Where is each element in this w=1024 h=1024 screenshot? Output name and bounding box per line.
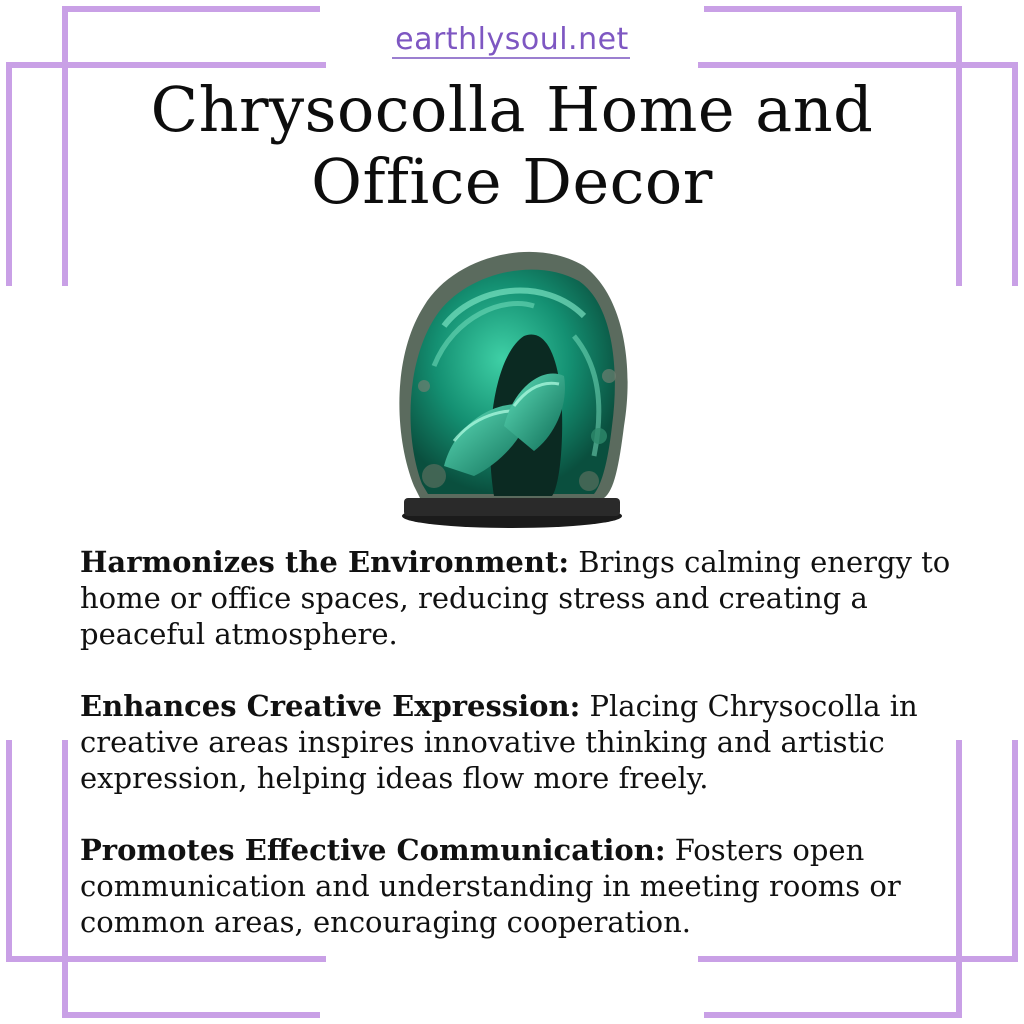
page-title <box>62 74 962 218</box>
item-text: Placing Chrysocolla in creative areas inspires innovative thinking and artistic expression, helping ideas flow more freely. <box>80 689 918 795</box>
item-text: Fosters open communication and understanding in meeting rooms or common areas, encouraging cooperation. <box>80 833 901 939</box>
frame-top-right-h <box>704 6 962 12</box>
frame-top-left-h <box>62 6 320 12</box>
frame-top-left-v2 <box>6 62 12 286</box>
list-item <box>80 832 955 940</box>
logo-underline <box>392 57 630 59</box>
site-logo[interactable]: earthlysoul.net <box>395 22 629 57</box>
frame-bottom-right-v2 <box>956 740 962 1018</box>
frame-bottom-left-v <box>6 740 12 962</box>
item-heading: Enhances Creative Expression: <box>80 689 581 723</box>
frame-bottom-right-v <box>1012 740 1018 962</box>
frame-top-right-h2 <box>698 62 1018 68</box>
title-line-2: Office Decor <box>311 145 713 218</box>
frame-top-left-h2 <box>6 62 326 68</box>
chrysocolla-stone-icon <box>384 236 640 532</box>
frame-bottom-right-h2 <box>704 1012 962 1018</box>
frame-bottom-left-h2 <box>62 1012 320 1018</box>
title-line-1: Chrysocolla Home and <box>150 73 874 146</box>
item-text: Brings calming energy to home or office spaces, reducing stress and creating a peaceful atmosphere. <box>80 545 951 651</box>
benefits-list <box>80 544 955 976</box>
frame-top-right-v2 <box>1012 62 1018 286</box>
frame-bottom-left-v2 <box>62 740 68 1018</box>
list-item <box>80 688 955 796</box>
list-item <box>80 544 955 652</box>
item-heading: Harmonizes the Environment: <box>80 545 570 579</box>
item-heading: Promotes Effective Communication: <box>80 833 666 867</box>
